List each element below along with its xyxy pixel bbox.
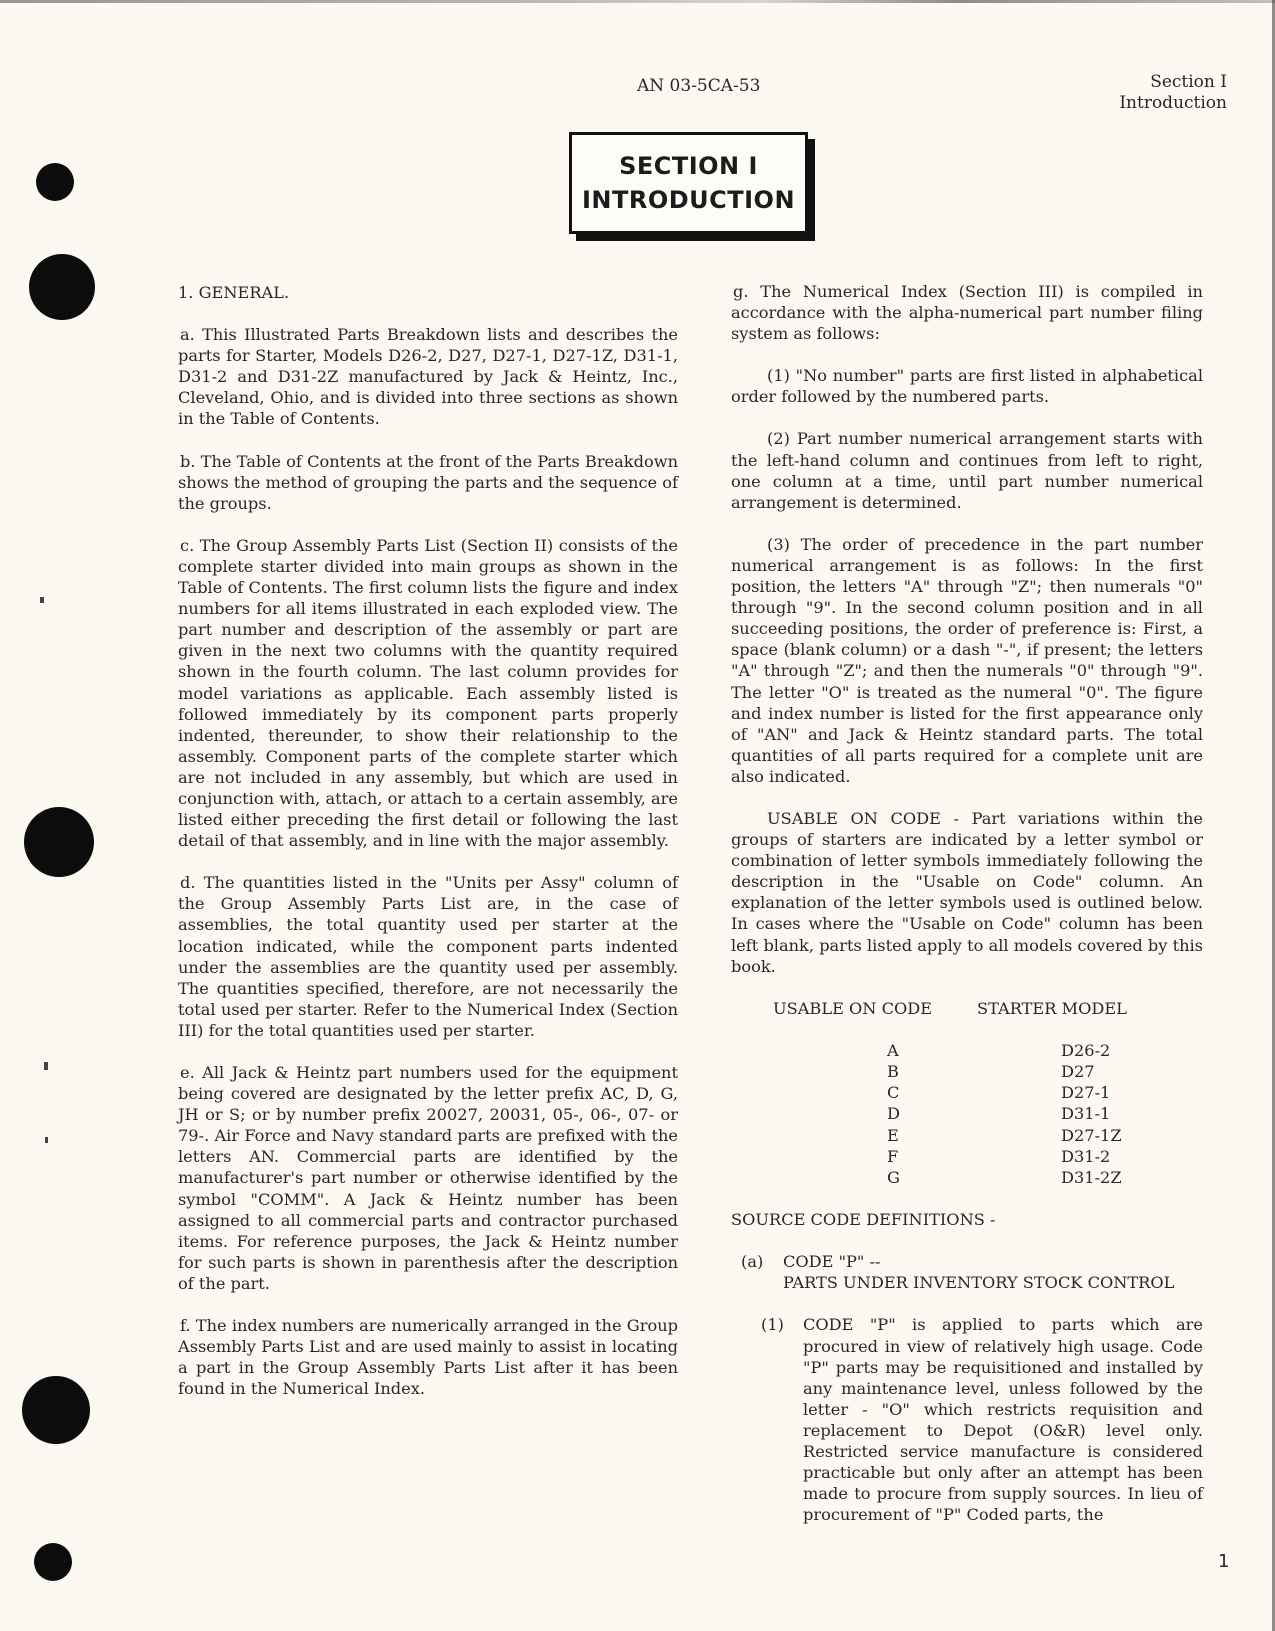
binder-hole-large [29, 254, 95, 320]
source-code-a [731, 1251, 1203, 1293]
running-header [1119, 72, 1227, 114]
model-cell: D31-2 [1061, 1146, 1111, 1166]
section-title-box [569, 132, 808, 234]
table-row [731, 1082, 1203, 1103]
source-code-heading: SOURCE CODE DEFINITIONS - [731, 1210, 996, 1230]
document-number: AN 03-5CA-53 [637, 76, 761, 96]
source-code-item-1-number: (1) [761, 1315, 784, 1335]
section-name-heading: INTRODUCTION [581, 186, 796, 214]
source-code-item-1-text: CODE "P" is applied to parts which are procured in view of relatively high usage. Code "P" parts may be requisitioned and installed by any maintenance level, unless followed by the letter - "O" which restricts requisition and replacement to Depot (O&R) level only. Restricted service manufacture is considered practicable but only after an attempt has been made to procure from supply sources. In lieu of procurement of "P" Coded parts, the [803, 1315, 1203, 1525]
margin-mark [44, 1062, 48, 1070]
page-number: 1 [1218, 1551, 1230, 1572]
code-cell: B [887, 1061, 899, 1081]
code-cell: D [887, 1104, 900, 1124]
column-header-model: STARTER MODEL [977, 998, 1127, 1018]
binder-hole-large [22, 1376, 90, 1444]
page-top-edge [0, 0, 1275, 3]
heading-general: 1. GENERAL. [178, 283, 290, 302]
model-cell: D27-1 [1061, 1083, 1111, 1103]
table-row [731, 1146, 1203, 1167]
margin-mark [40, 597, 44, 603]
paragraph-g1: (1) "No number" parts are first listed in alphabetical order followed by the numbered parts. [731, 366, 1203, 407]
binder-hole-small [36, 163, 74, 201]
model-cell: D27 [1061, 1061, 1095, 1081]
paragraph-g: g. The Numerical Index (Section III) is compiled in accordance with the alpha-numerical part number filing system as follows: [731, 282, 1203, 344]
paragraph-d: d. The quantities listed in the "Units per Assy" column of the Group Assembly Parts List are, in the case of assemblies, the total quantity used per starter at the location indicated, while the component parts indented under the assemblies are the quantity used per assembly. The quantities specified, therefore, are not necessarily the total used per starter. Refer to the Numerical Index (Section III) for the total quantities used per starter. [178, 873, 678, 1040]
code-table-header [731, 998, 1203, 1019]
table-row [731, 1040, 1203, 1061]
model-cell: D26-2 [1061, 1040, 1111, 1060]
paragraph-g3: (3) The order of precedence in the part number numerical arrangement is as follows: In the first position, the letters "A" through "Z"; then numerals "0" through "9". In the second column position and in all succeeding positions, the order of preference is: First, a space (blank column) or a dash "-", if present; the letters "A" through "Z"; and then the numerals "0" through "9". The letter "O" is treated as the numeral "0". The figure and index number is listed for the first appearance only of "AN" and Jack & Heintz standard parts. The total quantities of all parts required for a complete unit are also indicated. [731, 534, 1203, 786]
section-label: Section I [1150, 72, 1227, 92]
table-row [731, 1061, 1203, 1082]
column-header-code: USABLE ON CODE [773, 998, 933, 1018]
paragraph-usable-on-code: USABLE ON CODE - Part variations within the groups of starters are indicated by a letter symbol or combination of letter symbols immediately following the description in the "Usable on Code" column. An explanation of the letter symbols used is outlined below. In cases where the "Usable on Code" column has been left blank, parts listed apply to all models covered by this book. [731, 808, 1203, 976]
code-cell: F [887, 1146, 899, 1166]
section-number-heading: SECTION I [619, 152, 758, 180]
code-cell: G [887, 1167, 900, 1187]
code-cell: A [887, 1040, 899, 1060]
source-code-a-title: CODE "P" -- [783, 1252, 881, 1272]
section-title: Introduction [1119, 93, 1227, 113]
model-cell: D31-2Z [1061, 1167, 1122, 1187]
source-code-a-subtitle: PARTS UNDER INVENTORY STOCK CONTROL [783, 1273, 1175, 1293]
binder-hole-small [34, 1543, 72, 1581]
source-code-item-1 [731, 1314, 1203, 1525]
paragraph-e: e. All Jack & Heintz part numbers used for the equipment being covered are designated by the letter prefix AC, D, G, JH or S; or by number prefix 20027, 20031, 05-, 06-, 07- or 79-. Air Force and Navy standard parts are prefixed with the letters AN. Commercial parts are identified by the manufacturer's part number or otherwise identified by the symbol "COMM". A Jack & Heintz number has been assigned to all commercial parts and contractor purchased items. For reference purposes, the Jack & Heintz number for such parts is shown in parenthesis after the description of the part. [178, 1063, 678, 1293]
paragraph-g2: (2) Part number numerical arrangement starts with the left-hand column and continues from left to right, one column at a time, until part number numerical arrangement is determined. [731, 429, 1203, 512]
binder-hole-large [24, 807, 94, 877]
code-cell: C [887, 1083, 900, 1103]
source-code-a-tag: (a) [741, 1252, 764, 1272]
left-column [178, 282, 678, 1399]
paragraph-b: b. The Table of Contents at the front of the Parts Breakdown shows the method of grouping the parts and the sequence of the groups. [178, 451, 678, 513]
table-row [731, 1125, 1203, 1146]
code-cell: E [887, 1125, 899, 1145]
table-row [731, 1103, 1203, 1124]
model-cell: D27-1Z [1061, 1125, 1122, 1145]
margin-mark [45, 1137, 48, 1143]
model-cell: D31-1 [1061, 1104, 1111, 1124]
paragraph-f: f. The index numbers are numerically arranged in the Group Assembly Parts List and are used mainly to assist in locating a part in the Group Assembly Parts List after it has been found in the Numerical Index. [178, 1316, 678, 1399]
right-column [731, 281, 1203, 1525]
table-row [731, 1167, 1203, 1188]
paragraph-a: a. This Illustrated Parts Breakdown lists and describes the parts for Starter, Models D26-2, D27, D27-1, D27-1Z, D31-1, D31-2 and D31-2Z manufactured by Jack & Heintz, Inc., Cleveland, Ohio, and is divided into three sections as shown in the Table of Contents. [178, 325, 678, 429]
usable-on-code-table [731, 998, 1203, 1188]
paragraph-c: c. The Group Assembly Parts List (Section II) consists of the complete starter divided into main groups as shown in the Table of Contents. The first column lists the figure and index numbers for all items illustrated in each exploded view. The part number and description of the assembly or part are given in the next two columns with the quantity required shown in the fourth column. The last column provides for model variations as applicable. Each assembly listed is followed immediately by its component parts properly indented, thereunder, to show their relationship to the assembly. Component parts of the complete starter which are not included in any assembly, but which are used in conjunction with, attach, or attach to a certain assembly, are listed either preceding the first detail or following the last detail of that assembly, and in line with the major assembly. [178, 535, 678, 851]
